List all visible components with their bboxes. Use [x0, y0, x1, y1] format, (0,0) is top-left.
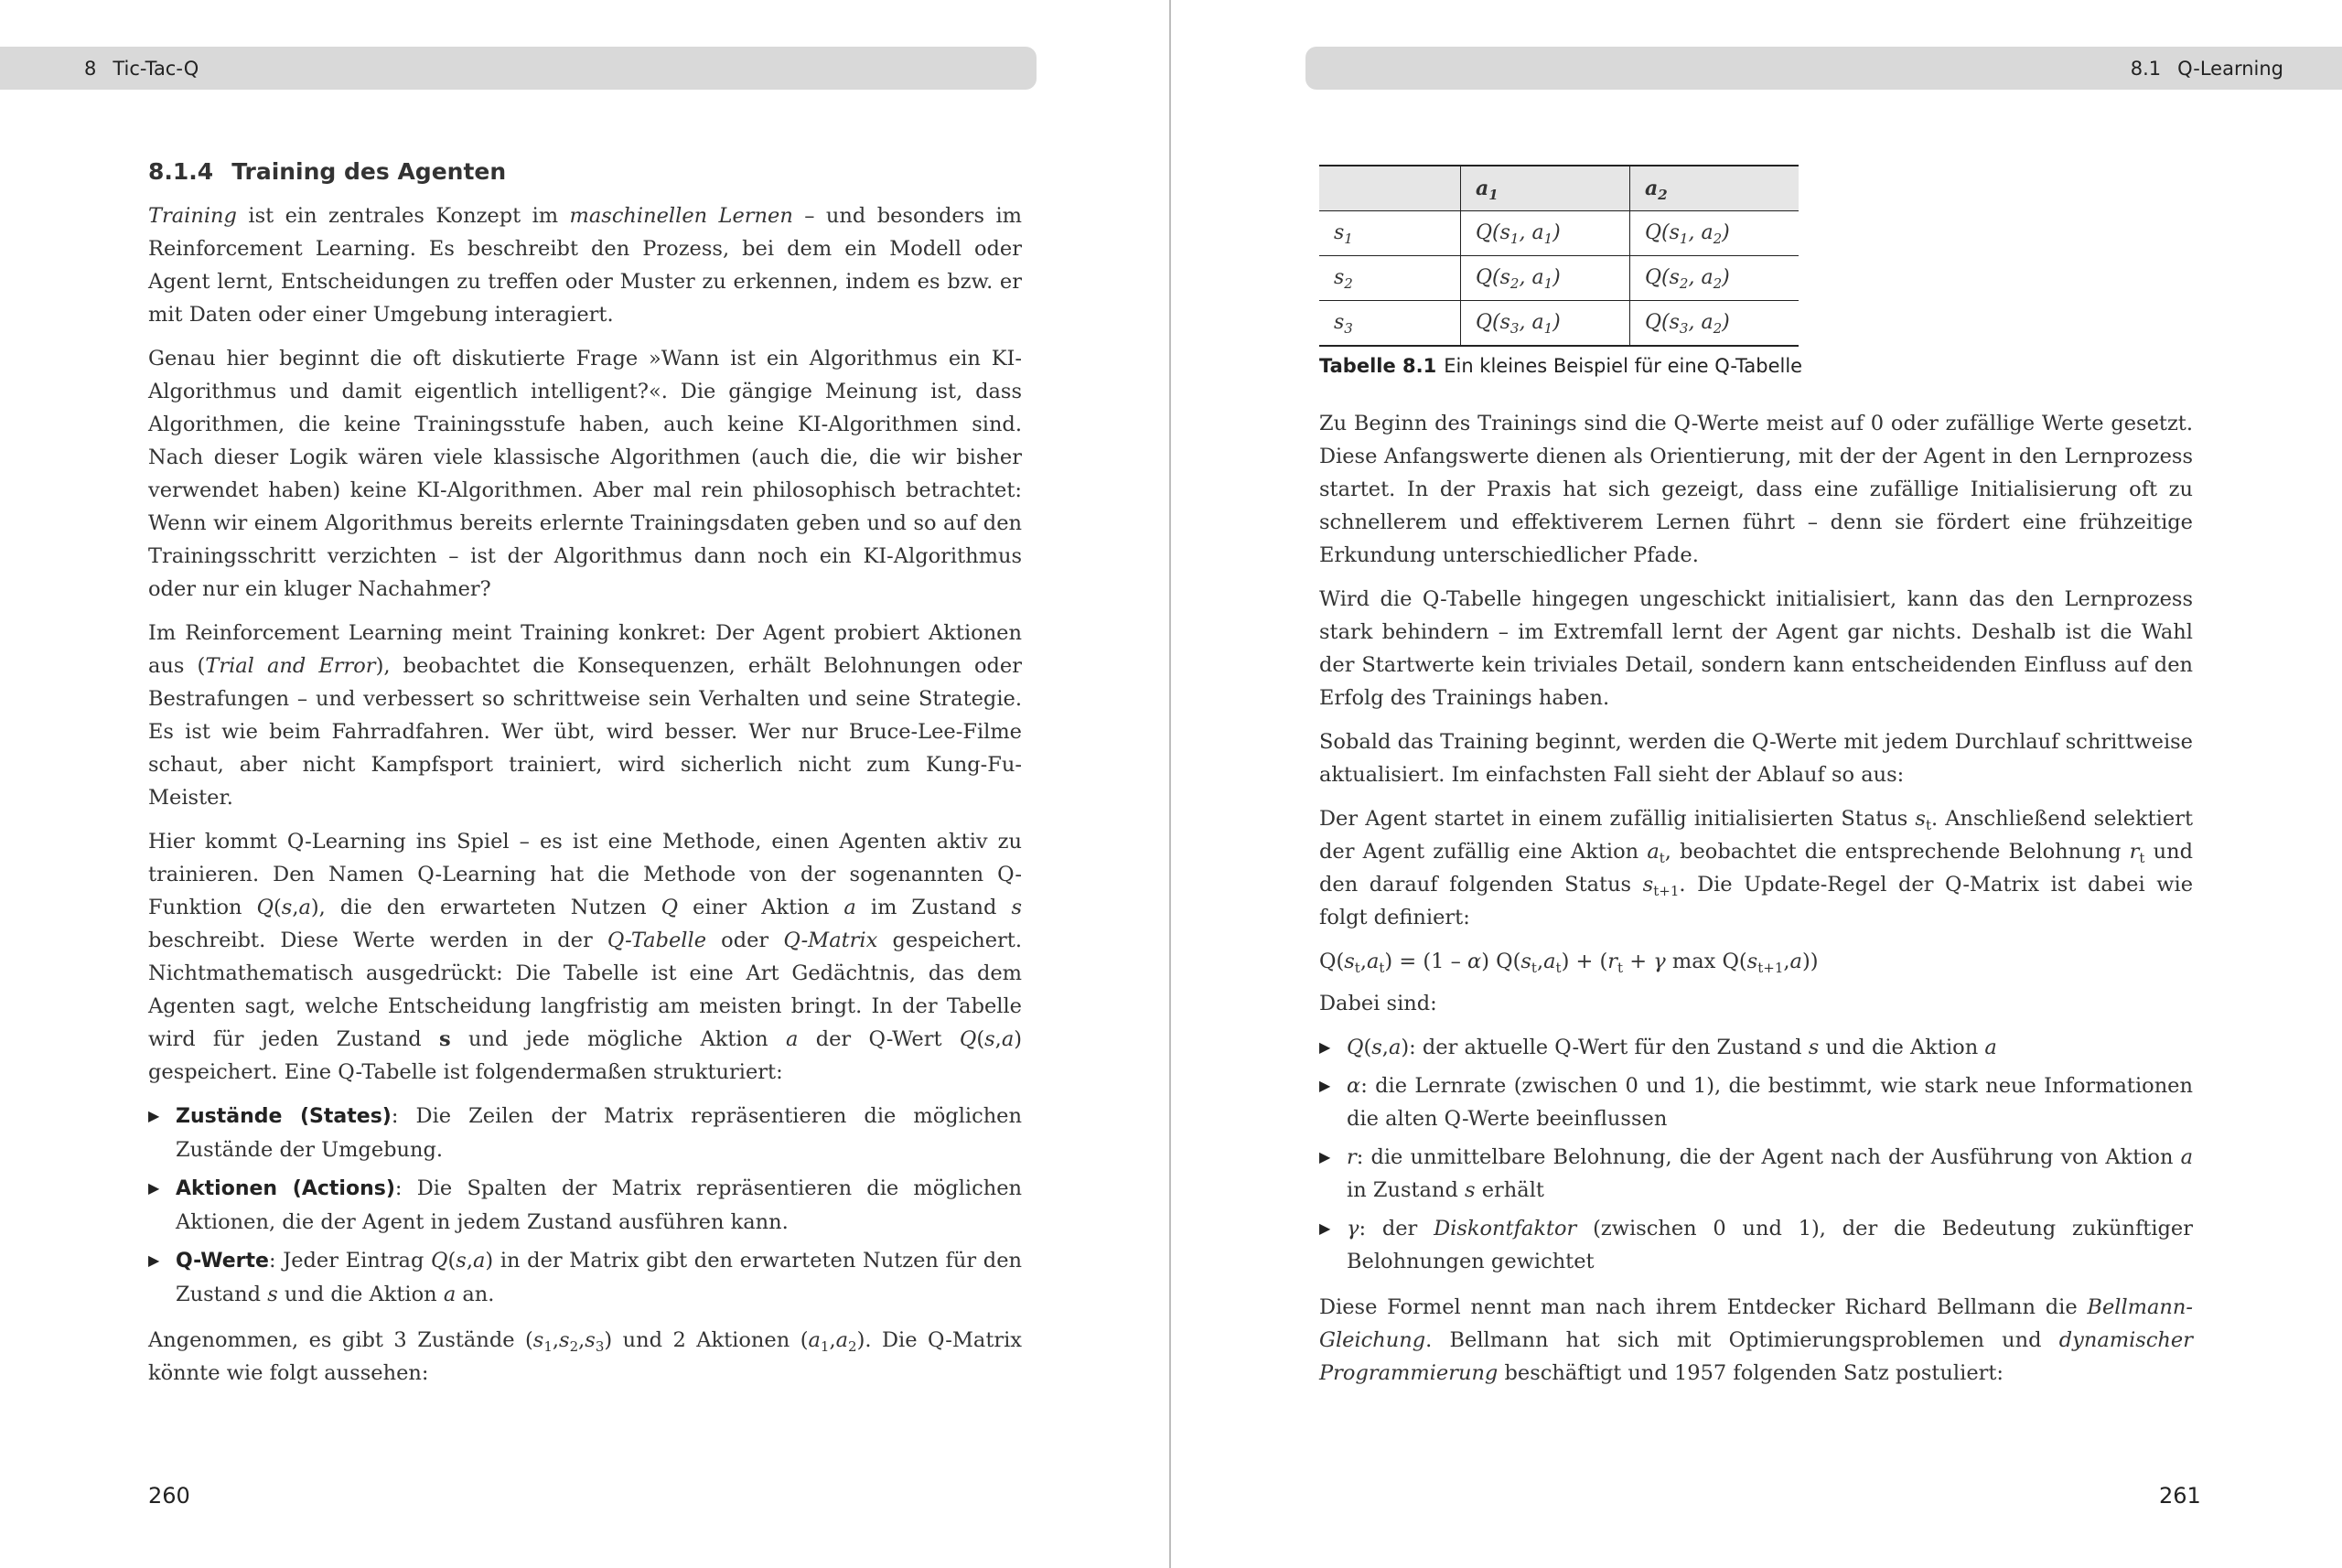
table-cell: $Q(s_2$, $a_1$) [1461, 256, 1630, 301]
right-paragraph-4: Der Agent startet in einem zufällig initialisierten Status $s_t$. Anschließend selektiert der Agent zufällig eine Aktion $a_t$, beobachtet die entsprechende Belohnung $r_t$ und den darauf folgenden Status $s_{t+1}$. Die Update-Regel der Q-Matrix ist dabei wie folgt definiert: [1319, 807, 2194, 929]
right-paragraph-6: Diese Formel nennt man nach ihrem Entdecker Richard Bellmann die Bellmann-Gleichung. Bellmann hat sich mit Optimierungsproblemen und dynamischer Programmierung beschäftigt und 1957 folgenden Satz postuliert: [1319, 1295, 2193, 1385]
list-item-text: : Die Zeilen der Matrix repräsentieren die möglichen Zustände der Umgebung. [176, 1104, 1022, 1162]
table-caption-text: Ein kleines Beispiel für eine Q-Tabelle [1444, 355, 1803, 377]
table-cell: $Q(s_1$, $a_1$) [1461, 211, 1630, 256]
table-row [1319, 301, 1799, 347]
triangle-bullet-icon: ▶ [1319, 1148, 1331, 1165]
list-item-text: Q(s,a): der aktuelle Q-Wert für den Zustand s und die Aktion a [1347, 1036, 1997, 1059]
triangle-bullet-icon: ▶ [1319, 1077, 1331, 1094]
list-item-text: : Jeder Eintrag Q(s,a) in der Matrix gibt den erwarteten Nutzen für den Zustand s und die Aktion a an. [176, 1249, 1022, 1306]
table-cell: $s_1$ [1319, 211, 1461, 256]
list-item-text: r: die unmittelbare Belohnung, die der Agent nach der Ausführung von Aktion a in Zustand s erhält [1347, 1145, 2193, 1202]
left-paragraph-4: Hier kommt Q-Learning ins Spiel – es ist eine Methode, einen Agenten aktiv zu trainieren. Den Namen Q-Learning hat die Methode von der sogenannten Q-Funktion Q(s,a), die den erwarteten Nutzen Q einer Aktion a im Zustand s beschreibt. Diese Werte werden in der Q-Tabelle oder Q-Matrix gespeichert. Nichtmathematisch ausgedrückt: Die Tabelle ist eine Art Gedächtnis, das dem Agenten sagt, welche Entscheidung langfristig am meisten bringt. In der Tabelle wird für jeden Zustand s und jede mögliche Aktion a der Q-Wert Q(s,a) gespeichert. Eine Q-Tabelle ist folgendermaßen strukturiert: [148, 830, 1023, 1084]
right-paragraph-2: Wird die Q-Tabelle hingegen ungeschickt initialisiert, kann das den Lernprozess stark behindern – im Extremfall lernt der Agent gar nichts. Deshalb ist die Wahl der Startwerte kein triviales Detail, sondern kann entscheidenden Einfluss auf den Erfolg des Trainings haben. [1319, 587, 2193, 710]
table-cell: $Q(s_2$, $a_2$) [1630, 256, 1799, 301]
q-table [1319, 165, 1799, 347]
table-header-cell: $a_2$ [1630, 166, 1799, 211]
subsection-title: Training des Agenten [231, 158, 507, 185]
left-page-body [148, 154, 1022, 1401]
left-paragraph-5: Angenommen, es gibt 3 Zustände $(s_1,s_2,s_3)$ und 2 Aktionen $(a_1,a_2)$. Die Q-Matrix könnte wie folgt aussehen: [148, 1328, 1022, 1385]
triangle-bullet-icon: ▶ [148, 1251, 160, 1269]
page-number-left: 260 [148, 1483, 190, 1509]
table-cell: $Q(s_3$, $a_2$) [1630, 301, 1799, 347]
list-item-label: Zustände (States) [176, 1105, 392, 1128]
section-title: Q-Learning [2177, 57, 2283, 80]
page-gutter [1169, 0, 1171, 1568]
list-item-text: α: die Lernrate (zwischen 0 und 1), die bestimmt, wie stark neue Informationen die alten Q-Werte beeinflussen [1347, 1074, 2193, 1131]
section-number: 8.1 [2130, 57, 2162, 80]
list-item-text: γ: der Diskontfaktor (zwischen 0 und 1), der die Bedeutung zukünftiger Belohnungen gewichtet [1347, 1217, 2193, 1273]
table-caption [1319, 352, 2193, 380]
subsection-number: 8.1.4 [148, 158, 214, 185]
subsection-heading [148, 154, 1022, 190]
right-running-header [1305, 47, 2342, 90]
right-page-body [1319, 165, 2193, 1401]
triangle-bullet-icon: ▶ [1319, 1219, 1331, 1237]
triangle-bullet-icon: ▶ [148, 1179, 160, 1197]
left-paragraph-1: Training ist ein zentrales Konzept im maschinellen Lernen – und besonders im Reinforcement Learning. Es beschreibt den Prozess, bei dem ein Modell oder Agent lernt, Entscheidungen zu treffen oder Muster zu erkennen, indem es bzw. er mit Daten oder einer Umgebung interagiert. [148, 204, 1022, 327]
triangle-bullet-icon: ▶ [148, 1107, 160, 1124]
table-cell: $Q(s_3$, $a_1$) [1461, 301, 1630, 347]
left-paragraph-3: Im Reinforcement Learning meint Training konkret: Der Agent probiert Aktionen aus (Trial and Error), beobachtet die Konsequenzen, erhält Belohnungen oder Bestrafungen – und verbessert so schrittweise sein Verhalten und seine Strategie. Es ist wie beim Fahrradfahren. Wer übt, wird besser. Wer nur Bruce-Lee-Filme schaut, aber nicht Kampfsport trainiert, wird sicherlich nicht zum Kung-Fu-Meister. [148, 621, 1022, 810]
right-paragraph-3: Sobald das Training beginnt, werden die Q-Werte mit jedem Durchlauf schrittweise aktualisiert. Im einfachsten Fall sieht der Ablauf so aus: [1319, 730, 2193, 787]
list-item-text: : Die Spalten der Matrix repräsentieren die möglichen Aktionen, die der Agent in jedem Zustand ausführen kann. [176, 1176, 1022, 1234]
right-paragraph-1: Zu Beginn des Trainings sind die Q-Werte meist auf 0 oder zufällige Werte gesetzt. Diese Anfangswerte dienen als Orientierung, mit der der Agent in den Lernprozess startet. In der Praxis hat sich gezeigt, dass eine zufällige Initialisierung oft zu schnellerem und effektiverem Lernen führt – denn sie fördert eine frühzeitige Erkundung unterschiedlicher Pfade. [1319, 412, 2193, 567]
table-header-cell [1319, 166, 1461, 211]
list-item [148, 1244, 1022, 1311]
table-cell: $Q(s_1$, $a_2$) [1630, 211, 1799, 256]
q-table-structure-list [148, 1100, 1022, 1311]
chapter-number: 8 [84, 57, 97, 80]
table-row [1319, 256, 1799, 301]
triangle-bullet-icon: ▶ [1319, 1038, 1331, 1056]
table-cell: $s_2$ [1319, 256, 1461, 301]
list-item [148, 1172, 1022, 1239]
table-caption-label: Tabelle 8.1 [1319, 355, 1437, 377]
right-paragraph-5: Dabei sind: [1319, 992, 1437, 1015]
table-cell: $s_3$ [1319, 301, 1461, 347]
list-item-label: Aktionen (Actions) [176, 1177, 395, 1200]
page-number-right: 261 [2159, 1483, 2201, 1509]
bellman-formula: $Q(s_t,a_t) = (1 - \alpha) Q(s_t,a_t) + (r_t + \gamma$ $\max Q(s_{t+1},a)$) [1319, 950, 1819, 976]
left-paragraph-2: Genau hier beginnt die oft diskutierte Frage »Wann ist ein Algorithmus ein KI-Algorithmus und damit eigentlich intelligent?«. Die gängige Meinung ist, dass Algorithmen, die keine Trainingsstufe haben, auch keine KI-Algorithmen sind. Nach dieser Logik wären viele klassische Algorithmen (auch die, die wir bisher verwendet haben) keine KI-Algorithmen. Aber mal rein philosophisch betrachtet: Wenn wir einem Algorithmus bereits erlernte Trainingsdaten geben und so auf den Trainingsschritt verzichten – ist der Algorithmus dann noch ein KI-Algorithmus oder nur ein kluger Nachahmer? [148, 347, 1022, 601]
list-item [1319, 1069, 2193, 1135]
formula-terms-list [1319, 1031, 2193, 1278]
list-item [1319, 1141, 2193, 1207]
table-row [1319, 211, 1799, 256]
table-header-row [1319, 166, 1799, 211]
left-running-header [0, 47, 1037, 90]
list-item [148, 1100, 1022, 1166]
list-item [1319, 1212, 2193, 1278]
chapter-title: Tic-Tac-Q [113, 57, 199, 80]
table-header-cell: $a_1$ [1461, 166, 1630, 211]
list-item [1319, 1031, 2193, 1064]
list-item-label: Q-Werte [176, 1250, 269, 1273]
